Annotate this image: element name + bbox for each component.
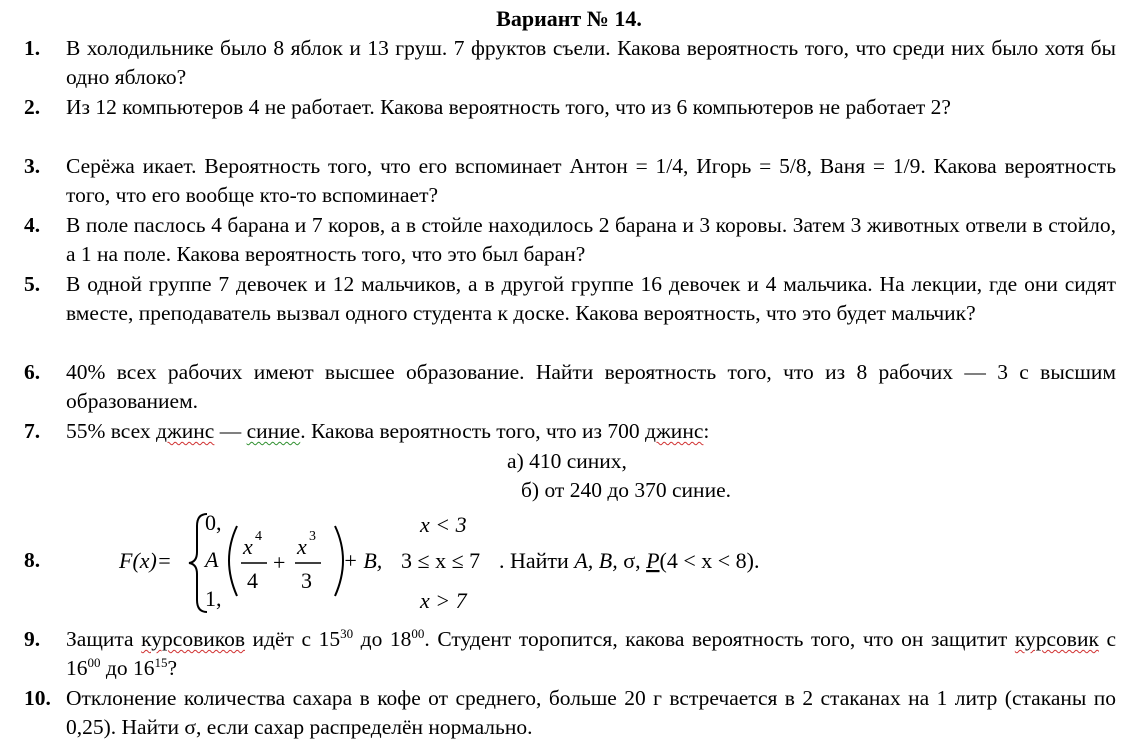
paren-left [229,526,237,596]
problem-9 [24,625,1116,683]
plus-b: + B, [343,548,383,573]
case2-coefficient: A [205,547,219,572]
task-text: . Найти A, B, σ, P(4 < x < 8). [499,548,760,573]
problem-3 [24,152,1116,210]
problem-number: 2. [24,95,41,119]
problem-text: Защита курсовиков идёт с $15^{30}$ до $18^{00}$. Студент торопится, какова вероятность того, что он защитит курсовик с $16^{00}$ до $16^{15}$? [66,626,1117,680]
problem-text: В одной группе 7 девочек и 12 мальчиков, а в другой группе 16 девочек и 4 мальчика. На лекции, где они сидят вместе, преподаватель вызвал одного студента к доске. Какова вероятность, что это будет мальчик? [66,272,1116,325]
formula-lhs: F(x)= [119,548,172,573]
spellcheck-word: джинс [645,419,704,443]
problem-7-option-b: б) от 240 до 370 синие. [520,478,731,502]
formula-svg [115,508,835,616]
problem-1 [24,34,1116,92]
spellcheck-word: курсовиков [141,627,245,651]
problem-7 [24,417,1116,446]
paren-right [335,526,343,596]
problem-number: 5. [24,272,41,296]
case1-condition: x < 3 [420,512,467,537]
problem-number: 4. [24,213,41,237]
problem-4 [24,211,1116,269]
frac1-denominator: 4 [247,568,258,593]
case3-condition: x > 7 [420,588,467,613]
problem-10 [24,684,1116,742]
case1-value: 0, [205,510,222,535]
frac2-numerator: x [297,534,307,559]
problem-number: 6. [24,360,41,384]
frac2-denominator: 3 [301,568,312,593]
plus-sign: + [273,550,286,575]
grammar-word: синие [246,419,301,443]
problem-text: Отклонение количества сахара в кофе от среднего, больше 20 г встречается в 2 стаканах на 1 литр (стаканы по 0,25). Найти σ, если сахар распределён нормально. [66,686,1116,739]
problem-text: В холодильнике было 8 яблок и 13 груш. 7 фруктов съели. Какова вероятность того, что среди них было хотя бы одно яблоко? [66,36,1116,89]
problem-number: 10. [24,686,51,710]
frac1-exponent: 4 [255,529,262,544]
spellcheck-word: джинс [156,419,215,443]
problem-6 [24,358,1116,416]
problem-5 [24,270,1116,328]
problem-text: Из 12 компьютеров 4 не работает. Какова вероятность того, что из 6 компьютеров не работает 2? [66,95,951,119]
problem-number: 1. [24,36,41,60]
spellcheck-word: курсовик [1014,627,1099,651]
distribution-function-formula [115,508,835,616]
problem-number: 8. [24,548,41,572]
problem-text: 55% всех джинс — синие. Какова вероятность того, что из 700 джинс: [66,419,710,443]
variant-title: Вариант № 14. [496,6,642,31]
problem-number: 3. [24,154,41,178]
problem-text: В поле паслось 4 барана и 7 коров, а в стойле находилось 2 барана и 3 коровы. Затем 3 животных отвели в стойло, а 1 на поле. Какова вероятность того, что это был баран? [66,213,1116,266]
frac2-exponent: 3 [309,529,316,544]
problem-number: 9. [24,627,41,651]
problem-7-option-a: а) 410 синих, [507,449,627,473]
frac1-numerator: x [243,534,253,559]
case2-condition: 3 ≤ x ≤ 7 [401,548,481,573]
problem-text: 40% всех рабочих имеют высшее образование. Найти вероятность того, что из 8 рабочих — 3 с высшим образованием. [66,360,1116,413]
problem-2 [24,93,1116,122]
problem-text: Серёжа икает. Вероятность того, что его вспоминает Антон = 1/4, Игорь = 5/8, Ваня = 1/9. Какова вероятность того, что его вообще кто-то вспоминает? [66,154,1116,207]
case3-value: 1, [205,586,222,611]
problem-number: 7. [24,419,41,443]
